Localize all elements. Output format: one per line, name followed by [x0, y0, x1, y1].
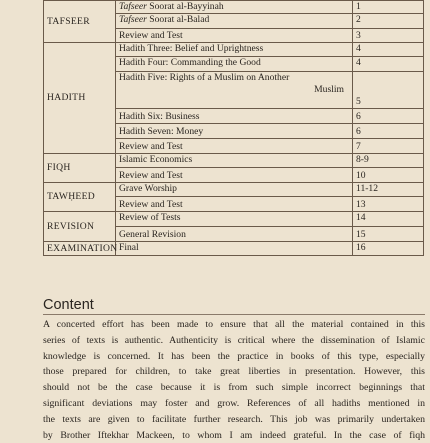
lesson-title — [116, 14, 353, 29]
section-fiqh: FIQH — [44, 154, 116, 183]
lesson-prefix: Tafseer — [119, 1, 147, 12]
paragraph-line: the texts are given to facilitate further research. This job was primarily undertaken — [43, 413, 425, 425]
lesson-title-text: Soorat al-Bayyinah — [146, 1, 224, 12]
lesson-title: General Revision — [116, 227, 353, 242]
lesson-pages: 16 — [353, 242, 424, 256]
lesson-pages: 6 — [353, 109, 424, 124]
lesson-title: Final — [116, 242, 353, 256]
lesson-title-line1: Hadith Five: Rights of a Muslim on Another — [119, 72, 290, 83]
lesson-title: Review of Tests — [116, 212, 353, 227]
lesson-pages: 7 — [353, 139, 424, 154]
lesson-title: Hadith Three: Belief and Uprightness — [116, 43, 353, 57]
lesson-pages: 4 — [353, 57, 424, 72]
lesson-prefix: Tafseer — [119, 14, 147, 25]
content-paragraph — [43, 317, 425, 443]
lesson-pages: 2 — [353, 14, 424, 29]
lesson-title: Review and Test — [116, 168, 353, 183]
section-tawheed: TAWḤEED — [44, 183, 116, 212]
lesson-pages: 14 — [353, 212, 424, 227]
lesson-pages: 4 — [353, 43, 424, 57]
lesson-title: Review and Test — [116, 139, 353, 154]
lesson-title: Grave Worship — [116, 183, 353, 197]
lesson-title: Hadith Four: Commanding the Good — [116, 57, 353, 72]
lesson-pages: 11-12 — [353, 183, 424, 197]
lesson-pages: 8-9 — [353, 154, 424, 168]
lesson-title-text: Soorat al-Balad — [146, 14, 210, 25]
paragraph-line: A concerted effort has been made to ensure that all the material contained in this — [43, 319, 425, 330]
lesson-pages: 15 — [353, 227, 424, 242]
lesson-title — [116, 72, 353, 109]
paragraph-line: those prepared for children, to take great liberties in presentation. However, this — [43, 366, 425, 378]
lesson-pages: 6 — [353, 124, 424, 139]
contents-table — [43, 0, 424, 256]
lesson-title — [116, 1, 353, 14]
lesson-title: Islamic Economics — [116, 154, 353, 168]
lesson-title: Hadith Six: Business — [116, 109, 353, 124]
lesson-pages: 13 — [353, 197, 424, 212]
paragraph-line: by Brother Iftekhar Mackeen, to whom I am indeed grateful. In the case of fiqh — [43, 429, 425, 441]
paragraph-line: series of texts is authentic. Authenticity is critical where the dissemination of Islamic — [43, 334, 425, 346]
lesson-pages: 1 — [353, 1, 424, 14]
lesson-pages: 5 — [353, 72, 424, 109]
paragraph-line: significant deviations may foster and grow. References of all hadiths mentioned in — [43, 397, 425, 409]
heading-rule — [43, 314, 425, 315]
paragraph-line: should not be the case because it is from such simple incorrect beginnings that — [43, 382, 425, 394]
section-examination: EXAMINATION — [44, 242, 116, 256]
lesson-pages: 3 — [353, 29, 424, 43]
content-heading: Content — [43, 297, 94, 313]
paragraph-line: knowledge is concerned. It has been the practice in books of this type, especially — [43, 350, 425, 362]
lesson-title: Review and Test — [116, 29, 353, 43]
lesson-title: Hadith Seven: Money — [116, 124, 353, 139]
section-revision: REVISION — [44, 212, 116, 242]
lesson-title-line2: Muslim — [314, 84, 344, 95]
section-tafseer: TAFSEER — [44, 1, 116, 43]
lesson-pages: 10 — [353, 168, 424, 183]
lesson-title: Review and Test — [116, 197, 353, 212]
section-hadith: HADITH — [44, 43, 116, 154]
